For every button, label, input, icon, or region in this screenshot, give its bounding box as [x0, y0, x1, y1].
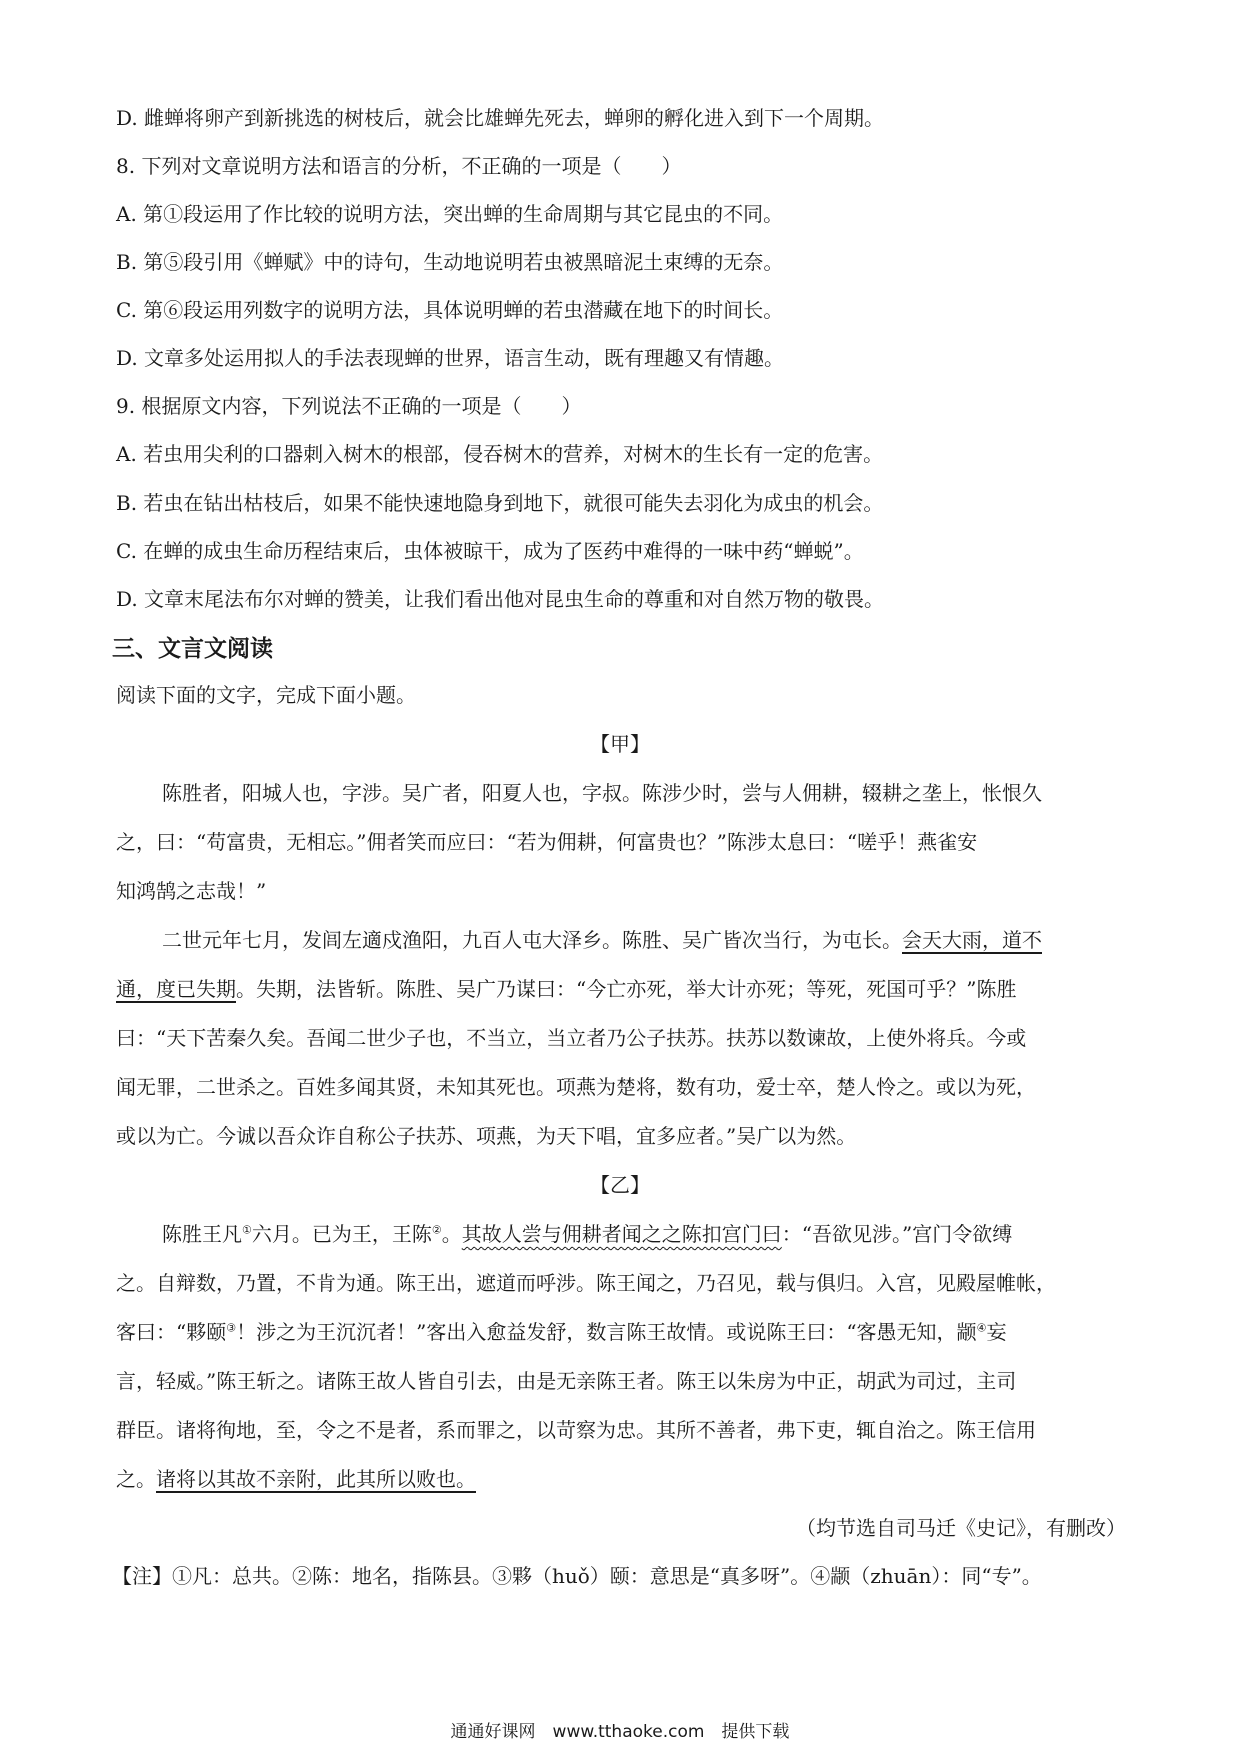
note-marker-2: ② [431, 1223, 442, 1237]
jia-p1-line2: 之，曰：“苟富贵，无相忘。”佣者笑而应曰：“若为佣耕，何富贵也？”陈涉太息曰：“嗟乎！燕雀安 [116, 830, 978, 854]
jia-p2-line2-text: 。失期，法皆斩。陈胜、吴广乃谋曰：“今亡亦死，举大计亦死；等死，死国可乎？”陈胜 [236, 977, 1017, 1001]
yi-line5: 群臣。诸将徇地，至，令之不是者，系而罪之，以苛察为忠。其所不善者，弗下吏，辄自治之。陈王信用 [116, 1418, 1036, 1442]
q8-option-c: C. 第⑥段运用列数字的说明方法，具体说明蝉的若虫潜藏在地下的时间长。 [116, 298, 784, 322]
jia-p2-line5: 或以为亡。今诚以吾众诈自称公子扶苏、项燕，为天下唱，宜多应者。”吴广以为然。 [116, 1124, 857, 1148]
annotation-notes: 【注】①凡：总共。②陈：地名，指陈县。③夥（huǒ）颐：意思是“真多呀”。④颛（zhuān）：同“专”。 [112, 1564, 1042, 1588]
yi-line3-text-b: ！涉之为王沉沉者！”客出入愈益发舒，数言陈王故情。或说陈王曰：“客愚无知，颛 [236, 1320, 977, 1344]
yi-line3-text-a: 客曰：“夥颐 [116, 1320, 227, 1344]
yi-line3 [116, 1318, 1006, 1346]
jia-p1-line1: 陈胜者，阳城人也，字涉。吴广者，阳夏人也，字叔。陈涉少时，尝与人佣耕，辍耕之垄上，怅恨久 [162, 781, 1042, 805]
note-marker-4: ④ [976, 1321, 987, 1335]
passage-jia-heading: 【甲】 [590, 732, 650, 756]
source-citation: （均节选自司马迁《史记》，有删改） [796, 1516, 1126, 1540]
q8-option-b: B. 第⑤段引用《蝉赋》中的诗句，生动地说明若虫被黑暗泥土束缚的无奈。 [116, 250, 784, 274]
yi-line6 [116, 1465, 476, 1493]
jia-p2-line4: 闻无罪，二世杀之。百姓多闻其贤，未知其死也。项燕为楚将，数有功，爱士卒，楚人怜之。或以为死， [116, 1075, 1036, 1099]
jia-p2-line2 [116, 975, 1016, 1003]
wavy-underlined-sentence: 其故人尝与佣耕者闻之之陈扣宫门曰 [461, 1222, 782, 1246]
q9-option-c: C. 在蝉的成虫生命历程结束后，虫体被晾干，成为了医药中难得的一味中药“蝉蜕”。 [116, 539, 864, 563]
passage-yi-heading: 【乙】 [590, 1173, 650, 1197]
yi-line1-text-c: 。 [441, 1222, 462, 1246]
jia-p2-line1-text: 二世元年七月，发闾左適戍渔阳，九百人屯大泽乡。陈胜、吴广皆次当行，为屯长。 [162, 928, 902, 952]
q8-stem: 8. 下列对文章说明方法和语言的分析，不正确的一项是（ ） [116, 154, 682, 178]
section-instruction: 阅读下面的文字，完成下面小题。 [116, 683, 416, 707]
yi-line1-text-a: 陈胜王凡 [162, 1222, 242, 1246]
q7-option-d: D. 雌蝉将卵产到新挑选的树枝后，就会比雄蝉先死去，蝉卵的孵化进入到下一个周期。 [116, 106, 885, 130]
q9-option-a: A. 若虫用尖利的口器刺入树木的根部，侵吞树木的营养，对树木的生长有一定的危害。 [116, 442, 884, 466]
q8-option-d: D. 文章多处运用拟人的手法表现蝉的世界，语言生动，既有理趣又有情趣。 [116, 346, 785, 370]
underlined-sentence-cont: 通，度已失期 [116, 977, 236, 1001]
yi-line4: 言，轻威。”陈王斩之。诸陈王故人皆自引去，由是无亲陈王者。陈王以朱房为中正，胡武为司过，主司 [116, 1369, 1017, 1393]
q8-option-a: A. 第①段运用了作比较的说明方法，突出蝉的生命周期与其它昆虫的不同。 [116, 202, 784, 226]
note-marker-3: ③ [226, 1321, 237, 1335]
underlined-sentence-2: 诸将以其故不亲附，此其所以败也。 [156, 1467, 476, 1491]
q9-option-b: B. 若虫在钻出枯枝后，如果不能快速地隐身到地下，就很可能失去羽化为成虫的机会。 [116, 491, 884, 515]
footer-watermark: 通通好课网 www.tthaoke.com 提供下载 [450, 1722, 790, 1742]
q9-stem: 9. 根据原文内容，下列说法不正确的一项是（ ） [116, 394, 582, 418]
jia-p2-line3: 曰：“天下苦秦久矣。吾闻二世少子也，不当立，当立者乃公子扶苏。扶苏以数谏故，上使外将兵。今或 [116, 1026, 1027, 1050]
yi-line3-text-c: 妄 [986, 1320, 1007, 1344]
note-marker-1: ① [242, 1223, 252, 1237]
jia-p1-line3: 知鸿鹄之志哉！” [116, 879, 267, 903]
underlined-sentence: 会天大雨，道不 [902, 928, 1042, 952]
yi-line1 [162, 1220, 1012, 1248]
yi-line6-text: 之。 [116, 1467, 156, 1491]
yi-line1-text-b: 六月。已为王，王陈 [251, 1222, 432, 1246]
jia-p2-line1 [162, 926, 1042, 954]
yi-line2: 之。自辩数，乃置，不肯为通。陈王出，遮道而呼涉。陈王闻之，乃召见，载与俱归。入宫，见殿屋帷帐， [116, 1271, 1056, 1295]
section-title: 三、文言文阅读 [112, 636, 273, 662]
q9-option-d: D. 文章末尾法布尔对蝉的赞美，让我们看出他对昆虫生命的尊重和对自然万物的敬畏。 [116, 587, 885, 611]
yi-line1-text-e: ：“吾欲见涉。”宫门令欲缚 [781, 1222, 1013, 1246]
